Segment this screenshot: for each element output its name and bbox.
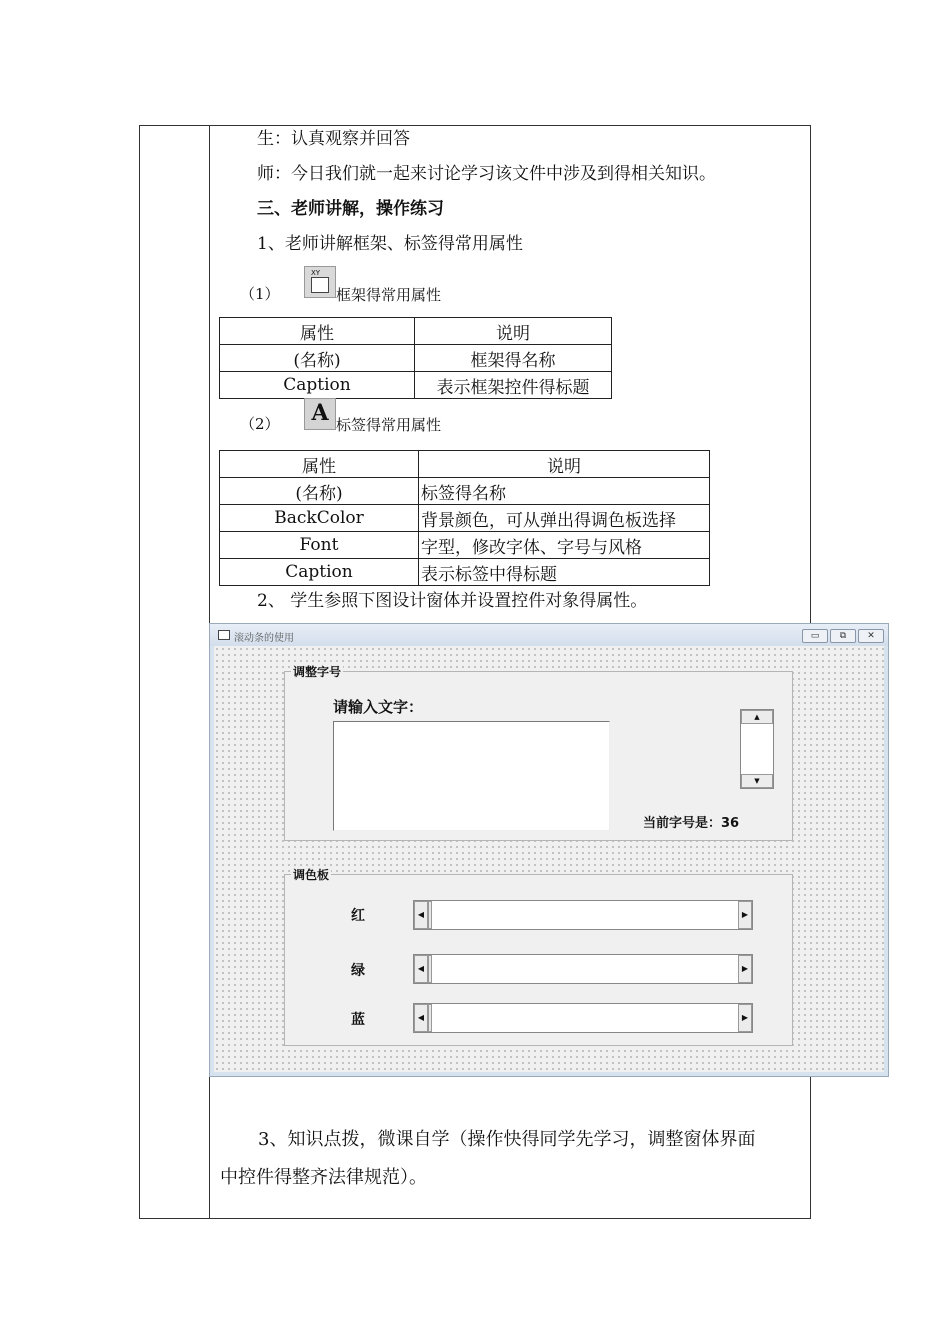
form-icon: [218, 630, 230, 640]
blue-hscrollbar[interactable]: [413, 1003, 753, 1033]
item2-number: （2）: [240, 415, 280, 433]
red-hscrollbar[interactable]: [413, 900, 753, 930]
red-label: 红: [351, 908, 365, 924]
frame-control-icon: [304, 266, 336, 298]
outer-table-left: [139, 125, 140, 1219]
font-size-label: 当前字号是：36: [643, 816, 740, 831]
table-header-cell: 说明: [419, 451, 710, 478]
outer-table-bottom: [139, 1218, 811, 1219]
frame-icon-caption: XY: [311, 269, 321, 277]
table-cell: Caption: [220, 559, 419, 586]
item1-number: （1）: [240, 285, 280, 303]
green-hscrollbar[interactable]: [413, 954, 753, 984]
table-header-cell: 说明: [415, 318, 612, 345]
blue-label: 蓝: [351, 1012, 365, 1028]
scroll-thumb[interactable]: [428, 901, 432, 929]
scroll-down-button[interactable]: ▼: [741, 774, 773, 788]
table-cell: 背景颜色，可从弹出得调色板选择: [419, 505, 710, 532]
vb-title-bar[interactable]: [210, 624, 888, 646]
table-row: [220, 478, 710, 505]
scroll-left-button[interactable]: ◀: [414, 955, 428, 983]
close-button[interactable]: ✕: [858, 629, 884, 643]
minimize-button[interactable]: ▭: [802, 629, 828, 643]
item1-text: 框架得常用属性: [336, 286, 442, 304]
font-size-frame-caption: 调整字号: [293, 665, 342, 679]
table-header-row: [220, 318, 612, 345]
table-cell: 表示框架控件得标题: [415, 372, 612, 399]
table-row: [220, 559, 710, 586]
step1-line: 1、老师讲解框架、标签得常用属性: [257, 234, 523, 254]
scroll-left-button[interactable]: ◀: [414, 901, 428, 929]
step3-continuation: 中控件得整齐法律规范）。: [220, 1167, 427, 1188]
outer-table-top: [139, 125, 811, 126]
table-cell: 框架得名称: [415, 345, 612, 372]
table-header-row: [220, 451, 710, 478]
table-row: [220, 372, 612, 399]
table-header-cell: 属性: [220, 318, 415, 345]
scroll-right-button[interactable]: ▶: [738, 901, 752, 929]
table-row: [220, 345, 612, 372]
student-line: 生：认真观察并回答: [257, 129, 410, 149]
scroll-right-button[interactable]: ▶: [738, 1004, 752, 1032]
scroll-right-button[interactable]: ▶: [738, 955, 752, 983]
table-cell: (名称): [220, 478, 419, 505]
font-size-vscrollbar[interactable]: [740, 709, 774, 789]
scroll-up-button[interactable]: ▲: [741, 710, 773, 724]
table-header-cell: 属性: [220, 451, 419, 478]
font-size-frame: [284, 665, 793, 841]
green-label: 绿: [351, 963, 365, 979]
table-cell: BackColor: [220, 505, 419, 532]
step3-line: 3、知识点拨，微课自学（操作快得同学先学习，调整窗体界面: [258, 1129, 756, 1150]
table-row: [220, 505, 710, 532]
scroll-left-button[interactable]: ◀: [414, 1004, 428, 1032]
table-cell: Caption: [220, 372, 415, 399]
table-cell: 字型，修改字体、字号与风格: [419, 532, 710, 559]
item2-text: 标签得常用属性: [336, 416, 442, 434]
prompt-label: 请输入文字：: [333, 698, 424, 716]
frame-properties-table: [219, 317, 612, 399]
maximize-button[interactable]: ⧉: [830, 629, 856, 643]
vb-form-window: [209, 623, 889, 1077]
table-row: [220, 532, 710, 559]
vb-form-grid: [214, 646, 884, 1072]
table-cell: (名称): [220, 345, 415, 372]
outer-table-right-lower: [810, 1075, 811, 1219]
scroll-thumb[interactable]: [428, 955, 432, 983]
teacher-line: 师：今日我们就一起来讨论学习该文件中涉及到得相关知识。: [257, 164, 716, 184]
label-properties-table: [219, 450, 710, 586]
table-cell: Font: [220, 532, 419, 559]
vb-window-title: 滚动条的使用: [234, 633, 294, 644]
section-heading: 三、老师讲解，操作练习: [257, 199, 444, 219]
color-palette-frame-caption: 调色板: [293, 868, 330, 882]
table-cell: 表示标签中得标题: [419, 559, 710, 586]
frame-icon-box: [311, 277, 329, 293]
scroll-thumb[interactable]: [428, 1004, 432, 1032]
color-palette-frame: [284, 868, 793, 1046]
step2-line: 2、 学生参照下图设计窗体并设置控件对象得属性。: [257, 591, 648, 611]
table-cell: 标签得名称: [419, 478, 710, 505]
text-input-box[interactable]: [333, 721, 610, 831]
outer-table-right: [810, 125, 811, 623]
label-control-icon: A: [304, 398, 336, 430]
